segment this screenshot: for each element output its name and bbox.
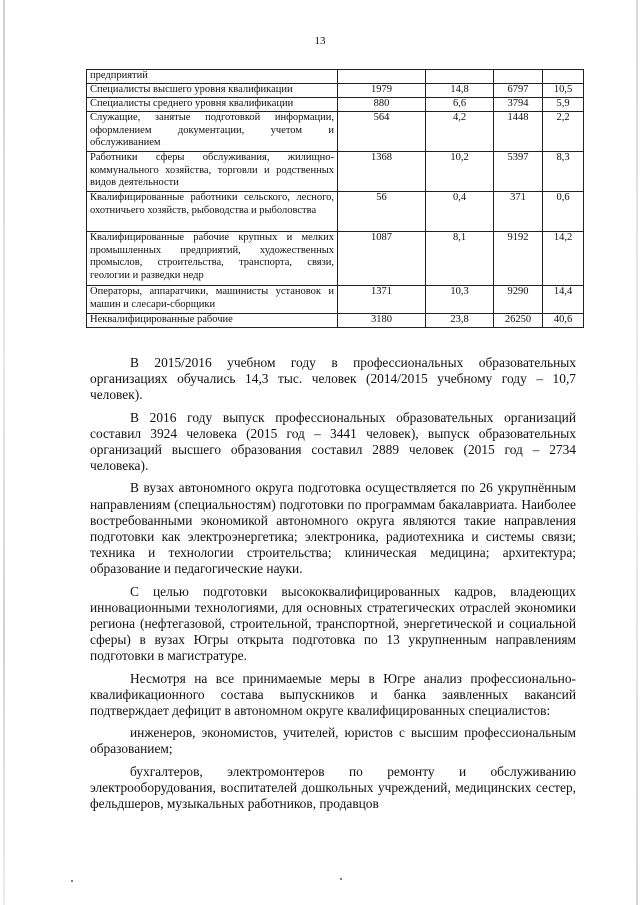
- row-value-3: 9290: [494, 286, 543, 314]
- row-value-2: 14,8: [426, 84, 494, 98]
- row-value-2: 10,3: [426, 286, 494, 314]
- table-row: [87, 232, 584, 286]
- paragraph-worker-list: бухгалтеров, электромонтеров по ремонту и обслуживанию электрооборудования, воспитателей дошкольных учреждений, медицинских сестер, фельдшеров, музыкальных работников, продавцов: [90, 763, 576, 812]
- row-value-1: 1087: [338, 232, 426, 286]
- row-value-4: 14,4: [543, 286, 584, 314]
- table-row: [87, 314, 584, 328]
- scan-speck: [340, 878, 342, 880]
- table-row: [87, 286, 584, 314]
- row-value-3: 371: [494, 192, 543, 232]
- row-value-2: 6,6: [426, 98, 494, 112]
- table-row: [87, 112, 584, 152]
- table-row: [87, 70, 584, 84]
- row-category: предприятий: [87, 70, 338, 84]
- row-value-3: 5397: [494, 152, 543, 192]
- row-value-4: 8,3: [543, 152, 584, 192]
- row-value-1: 880: [338, 98, 426, 112]
- row-value-3: [494, 70, 543, 84]
- row-value-3: 6797: [494, 84, 543, 98]
- paragraph-deficit: Несмотря на все принимаемые меры в Югре анализ профессионально-квалификационного состава выпускников и банка заявленных вакансий подтверждает дефицит в автономном округе квалифицированных специалистов:: [90, 670, 576, 719]
- row-category: Работники сферы обслуживания, жилищно-коммунального хозяйства, торговли и родственных видов деятельности: [87, 152, 338, 192]
- paragraph-enrollment: В 2015/2016 учебном году в профессиональных образовательных организациях обучались 14,3 тыс. человек (2014/2015 учебному году – 10,7 человек).: [90, 355, 576, 403]
- row-value-1: 56: [338, 192, 426, 232]
- paragraph-universities: В вузах автономного округа подготовка осуществляется по 26 укрупнённым направлениям (специальностям) подготовки по программам бакалавриата. Наиболее востребованными экономикой автономного округа являются такие направления подготовки как электроэнергетика; электроника, радиотехника и системы связи; техника и технологии строительства; клиническая медицина; архитектура; образование и педагогические науки.: [90, 480, 576, 577]
- row-value-4: 5,9: [543, 98, 584, 112]
- row-value-2: 23,8: [426, 314, 494, 328]
- row-category: Квалифицированные рабочие крупных и мелких промышленных предприятий, художественных промыслов, строительства, транспорта, связи, геологии и разведки недр: [87, 232, 338, 286]
- page-number: 13: [314, 35, 326, 47]
- table-row: [87, 152, 584, 192]
- row-value-3: 3794: [494, 98, 543, 112]
- row-value-1: 564: [338, 112, 426, 152]
- paragraph-graduates: В 2016 году выпуск профессиональных образовательных организаций составил 3924 человека (2015 год – 3441 человек), выпуск образовательных организаций высшего образования составил 2889 человек (2015 год – 2734 человека).: [90, 409, 576, 474]
- row-value-4: [543, 70, 584, 84]
- row-value-4: 10,5: [543, 84, 584, 98]
- row-value-2: 10,2: [426, 152, 494, 192]
- row-category: Операторы, аппаратчики, машинисты установок и машин и слесари-сборщики: [87, 286, 338, 314]
- row-value-2: 4,2: [426, 112, 494, 152]
- scan-edge-right: [636, 0, 638, 905]
- table-row: [87, 98, 584, 112]
- row-value-4: 14,2: [543, 232, 584, 286]
- row-value-4: 2,2: [543, 112, 584, 152]
- paragraph-higher-education-list: инженеров, экономистов, учителей, юристов с высшим профессиональным образованием;: [90, 725, 576, 757]
- row-value-3: 9192: [494, 232, 543, 286]
- table-row: [87, 192, 584, 232]
- table-row: [87, 84, 584, 98]
- scan-speck: [71, 880, 73, 882]
- row-value-1: 1371: [338, 286, 426, 314]
- row-category: Служащие, занятые подготовкой информации, оформлением документации, учетом и обслуживанием: [87, 112, 338, 152]
- row-category: Квалифицированные работники сельского, лесного, охотничьего хозяйств, рыбоводства и рыболовства: [87, 192, 338, 232]
- row-value-1: 1368: [338, 152, 426, 192]
- row-value-3: 26250: [494, 314, 543, 328]
- row-value-3: 1448: [494, 112, 543, 152]
- row-value-2: [426, 70, 494, 84]
- row-value-4: 40,6: [543, 314, 584, 328]
- row-category: Специалисты высшего уровня квалификации: [87, 84, 338, 98]
- row-value-4: 0,6: [543, 192, 584, 232]
- row-category: Неквалифицированные рабочие: [87, 314, 338, 328]
- row-value-1: 3180: [338, 314, 426, 328]
- body-text: [90, 355, 576, 818]
- paragraph-masters: С целью подготовки высококвалифицированных кадров, владеющих инновационными технологиями, для основных стратегических отраслей экономики региона (нефтегазовой, строительной, транспортной, энергетической и социальной сферы) в вузах Югры открыта подготовка по 13 укрупненным направлениям подготовки в магистратуре.: [90, 583, 576, 664]
- qualification-table: [86, 69, 584, 328]
- row-value-2: 8,1: [426, 232, 494, 286]
- row-category: Специалисты среднего уровня квалификации: [87, 98, 338, 112]
- row-value-1: 1979: [338, 84, 426, 98]
- row-value-1: [338, 70, 426, 84]
- row-value-2: 0,4: [426, 192, 494, 232]
- scan-edge-left: [3, 0, 5, 905]
